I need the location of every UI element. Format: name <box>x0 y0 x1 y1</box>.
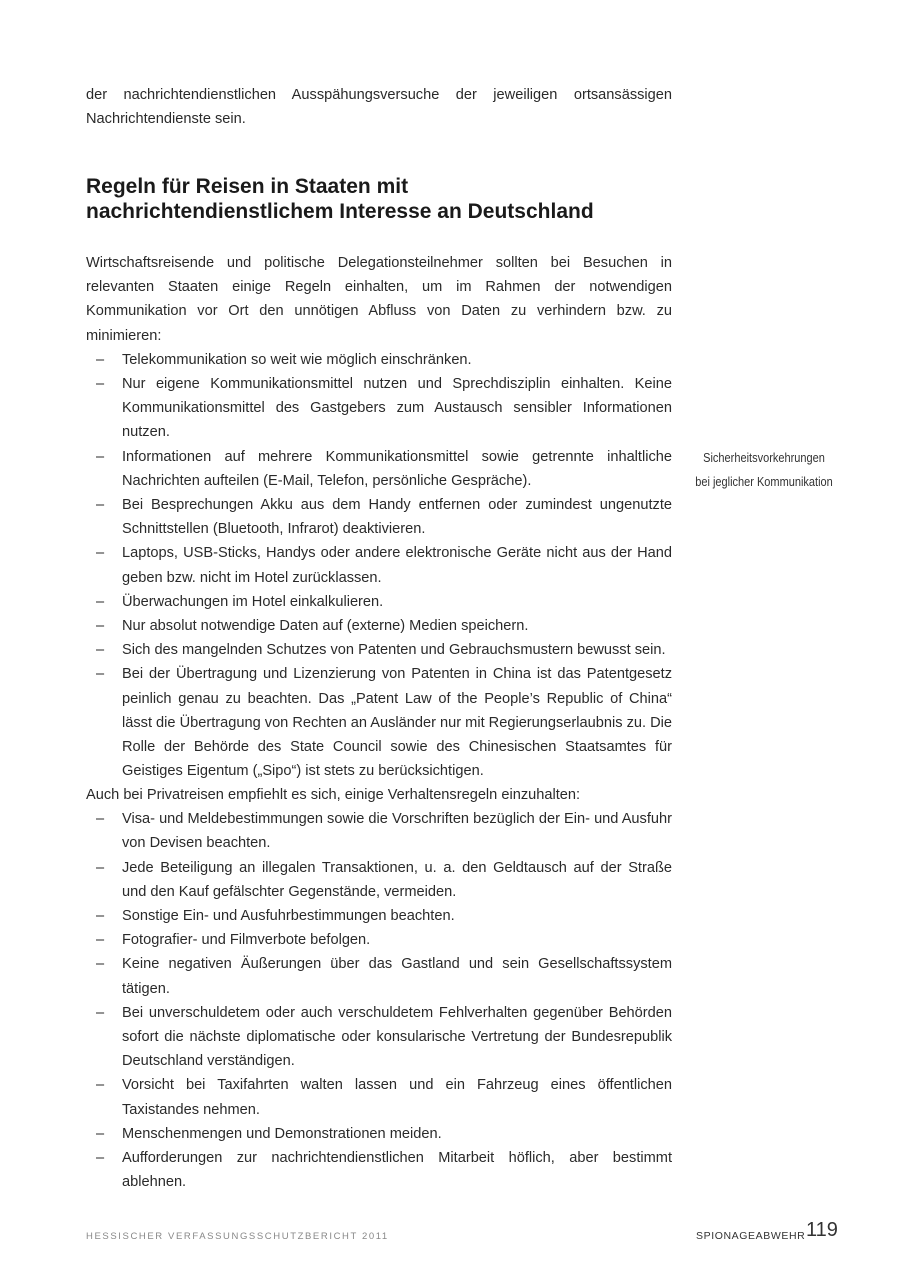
list-item <box>86 952 672 1000</box>
list-item <box>86 590 672 614</box>
private-travel-rules-list <box>86 807 672 1194</box>
list-item <box>86 541 672 589</box>
footer-publication: HESSISCHER VERFASSUNGSSCHUTZBERICHT 2011 <box>86 1231 389 1242</box>
list-item-text: Bei der Übertragung und Lizenzierung von Patenten in China ist das Patentgesetz peinlich genau zu beachten. Das „Patent Law of the People’s Republic of China“ lässt die Übertragung von Rechten an Ausländer nur mit Regierungserlaubnis zu. Die Rolle der Behörde des State Council sowie des Chinesischen Staatsamtes für Geistiges Eigentum („Sipo“) ist stets zu berücksichtigen. <box>122 666 673 780</box>
dash-bullet: – <box>96 1150 105 1167</box>
list-item-text: Fotografier- und Filmverbote befolgen. <box>122 932 371 949</box>
list-item-text: Visa- und Meldebestimmungen sowie die Vorschriften bezüglich der Ein- und Ausfuhr von Devisen beachten. <box>122 811 672 852</box>
dash-bullet: – <box>96 642 105 659</box>
list-item <box>86 638 672 662</box>
list-item <box>86 807 672 855</box>
list-item <box>86 372 672 445</box>
intro-line-2: Nachrichtendienste sein. <box>86 111 246 128</box>
dash-bullet: – <box>96 932 105 949</box>
list-item <box>86 493 672 541</box>
list-item-text: Informationen auf mehrere Kommunikationsmittel sowie getrennte inhaltliche Nachrichten aufteilen (E-Mail, Telefon, persönliche Gespräche). <box>122 448 672 489</box>
dash-bullet: – <box>96 1125 105 1142</box>
list-item-text: Menschenmengen und Demonstrationen meiden. <box>122 1125 442 1142</box>
dash-bullet: – <box>96 956 105 973</box>
list-item <box>86 614 672 638</box>
margin-note <box>692 446 836 494</box>
heading-line-1: Regeln für Reisen in Staaten mit <box>86 175 409 198</box>
dash-bullet: – <box>96 376 105 393</box>
list-item-text: Aufforderungen zur nachrichtendienstlichen Mitarbeit höflich, aber bestimmt ablehnen. <box>122 1150 672 1191</box>
dash-bullet: – <box>96 618 105 635</box>
body-block-1 <box>86 251 672 783</box>
list-item-text: Jede Beteiligung an illegalen Transaktionen, u. a. den Geldtausch auf der Straße und den Kauf gefälschter Gegenstände, vermeiden. <box>122 859 672 900</box>
list-item-text: Nur absolut notwendige Daten auf (externe) Medien speichern. <box>122 618 529 635</box>
paragraph-business-travel: Wirtschaftsreisende und politische Delegationsteilnehmer sollten bei Besuchen in relevanten Staaten einige Regeln einhalten, um im Rahmen der notwendigen Kommunikation vor Ort den unnötigen Abfluss von Daten zu verhindern bzw. zu minimieren: <box>86 255 672 344</box>
footer-section-title: SPIONAGEABWEHR <box>696 1230 806 1242</box>
list-item-text: Sonstige Ein- und Ausfuhrbestimmungen beachten. <box>122 908 455 925</box>
intro-paragraph <box>86 83 672 131</box>
dash-bullet: – <box>96 593 105 610</box>
dash-bullet: – <box>96 1077 105 1094</box>
section-heading <box>86 174 686 224</box>
list-item <box>86 445 672 493</box>
list-item-text: Laptops, USB-Sticks, Handys oder andere elektronische Geräte nicht aus der Hand geben bzw. nicht im Hotel zurücklassen. <box>122 545 672 586</box>
dash-bullet: – <box>96 497 105 514</box>
list-item <box>86 662 672 783</box>
page-number: 119 <box>806 1219 838 1241</box>
list-item <box>86 1122 672 1146</box>
list-item <box>86 928 672 952</box>
dash-bullet: – <box>96 859 105 876</box>
communication-rules-list <box>86 348 672 784</box>
list-item <box>86 904 672 928</box>
intro-line-1: der nachrichtendienstlichen Ausspähungsversuche der jeweiligen ortsansässigen <box>86 87 672 103</box>
heading-line-2: nachrichtendienstlichem Interesse an Deutschland <box>86 200 594 223</box>
list-item-text: Keine negativen Äußerungen über das Gastland und sein Gesellschaftssystem tätigen. <box>122 956 672 997</box>
dash-bullet: – <box>96 351 105 368</box>
list-item-text: Nur eigene Kommunikationsmittel nutzen und Sprechdisziplin einhalten. Keine Kommunikationsmittel des Gastgebers zum Austausch sensibler Informationen nutzen. <box>122 376 672 441</box>
margin-note-line-1: Sicherheitsvorkehrungen <box>703 451 825 465</box>
list-item-text: Telekommunikation so weit wie möglich einschränken. <box>122 351 472 368</box>
dash-bullet: – <box>96 448 105 465</box>
list-item-text: Vorsicht bei Taxifahrten walten lassen und ein Fahrzeug eines öffentlichen Taxistandes nehmen. <box>122 1077 672 1118</box>
dash-bullet: – <box>96 1004 105 1021</box>
list-item-text: Überwachungen im Hotel einkalkulieren. <box>122 593 384 610</box>
list-item-text: Sich des mangelnden Schutzes von Patenten und Gebrauchsmustern bewusst sein. <box>122 642 666 659</box>
list-item <box>86 1001 672 1074</box>
dash-bullet: – <box>96 811 105 828</box>
list-item <box>86 1073 672 1121</box>
list-item-text: Bei Besprechungen Akku aus dem Handy entfernen oder zumindest ungenutzte Schnittstellen (Bluetooth, Infrarot) deaktivieren. <box>122 497 672 538</box>
list-item <box>86 348 672 372</box>
body-block-2 <box>86 783 672 1194</box>
dash-bullet: – <box>96 666 105 683</box>
paragraph-private-travel: Auch bei Privatreisen empfiehlt es sich, einige Verhaltensregeln einzuhalten: <box>86 787 581 803</box>
margin-note-line-2: bei jeglicher Kommunikation <box>695 475 833 489</box>
list-item <box>86 856 672 904</box>
list-item <box>86 1146 672 1194</box>
dash-bullet: – <box>96 545 105 562</box>
list-item-text: Bei unverschuldetem oder auch verschuldetem Fehlverhalten gegenüber Behörden sofort die nächste diplomatische oder konsularische Vertretung der Bundesrepublik Deutschland verständigen. <box>122 1004 672 1070</box>
dash-bullet: – <box>96 908 105 925</box>
